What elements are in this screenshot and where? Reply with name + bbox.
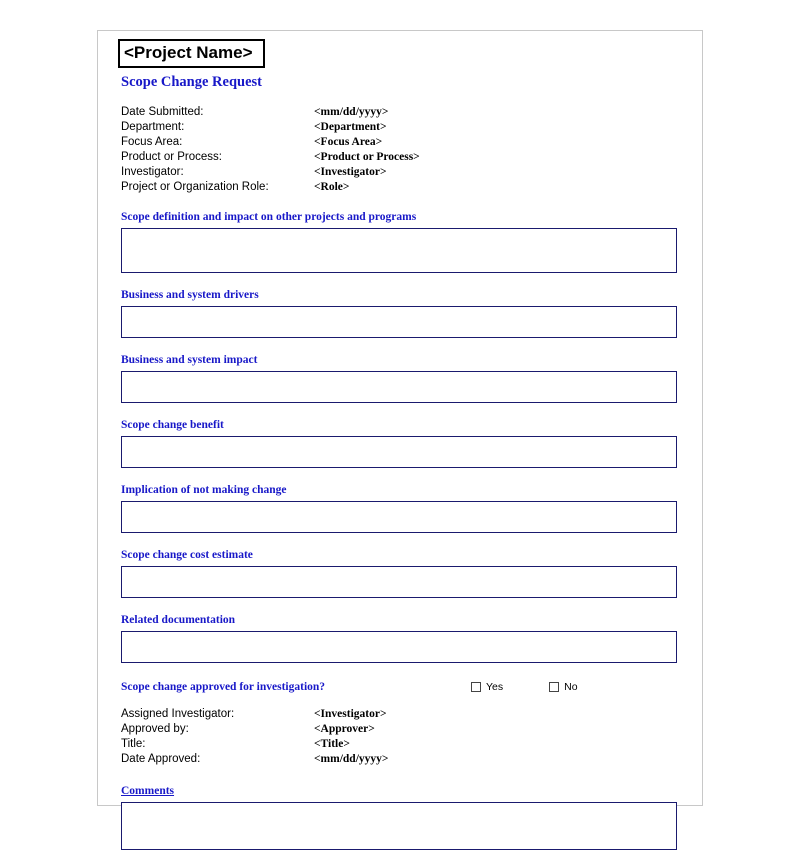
detail-row [121,165,684,180]
detail-label: Focus Area: [121,136,183,148]
detail-value: <Focus Area> [314,136,383,148]
section-heading: Scope definition and impact on other projects and programs [121,211,417,223]
detail-value: <Approver> [314,723,375,735]
detail-label: Project or Organization Role: [121,181,269,193]
detail-row [121,737,684,752]
approval-question-row [121,681,684,693]
section-cost-estimate [121,549,684,598]
detail-value: <Title> [314,738,350,750]
section-heading: Business and system drivers [121,289,259,301]
project-name-box [118,39,265,68]
detail-label: Assigned Investigator: [121,708,235,720]
scope-definition-input[interactable] [121,228,677,273]
detail-value: <Role> [314,181,350,193]
section-heading: Business and system impact [121,354,258,366]
business-impact-input[interactable] [121,371,677,403]
section-related-documentation [121,614,684,663]
approval-question: Scope change approved for investigation? [121,681,326,693]
detail-row [121,120,684,135]
implication-input[interactable] [121,501,677,533]
detail-row [121,707,684,722]
detail-label: Investigator: [121,166,184,178]
change-benefit-input[interactable] [121,436,677,468]
detail-value: <Department> [314,121,387,133]
section-heading: Related documentation [121,614,236,626]
section-heading: Scope change benefit [121,419,224,431]
detail-value: <mm/dd/yyyy> [314,106,389,118]
comments-input[interactable] [121,802,677,850]
section-business-drivers [121,289,684,338]
detail-value: <Investigator> [314,708,387,720]
detail-label: Date Submitted: [121,106,204,118]
detail-label: Approved by: [121,723,189,735]
detail-row [121,135,684,150]
checkbox-icon[interactable] [471,682,481,692]
form-title: Scope Change Request [121,74,262,90]
section-heading: Scope change cost estimate [121,549,253,561]
detail-row [121,722,684,737]
section-change-benefit [121,419,684,468]
submission-details [121,105,684,195]
cost-estimate-input[interactable] [121,566,677,598]
section-business-impact [121,354,684,403]
section-implication [121,484,684,533]
detail-row [121,105,684,120]
related-documentation-input[interactable] [121,631,677,663]
detail-row [121,180,684,195]
detail-label: Date Approved: [121,753,201,765]
document-page [97,30,703,806]
checkbox-icon[interactable] [549,682,559,692]
detail-label: Title: [121,738,146,750]
detail-label: Product or Process: [121,151,222,163]
approval-no-label: No [564,681,578,693]
detail-value: <Investigator> [314,166,387,178]
approval-yes-option[interactable] [471,681,503,693]
project-name: <Project Name> [124,43,253,62]
comments-heading: Comments [121,785,175,797]
detail-row [121,150,684,165]
detail-value: <mm/dd/yyyy> [314,753,389,765]
section-scope-definition [121,211,684,273]
detail-row [121,752,684,767]
detail-value: <Product or Process> [314,151,420,163]
approval-no-option[interactable] [549,681,577,693]
document-body [118,39,684,850]
business-drivers-input[interactable] [121,306,677,338]
section-heading: Implication of not making change [121,484,287,496]
detail-label: Department: [121,121,185,133]
approval-details [121,707,684,767]
approval-yes-label: Yes [486,681,504,693]
